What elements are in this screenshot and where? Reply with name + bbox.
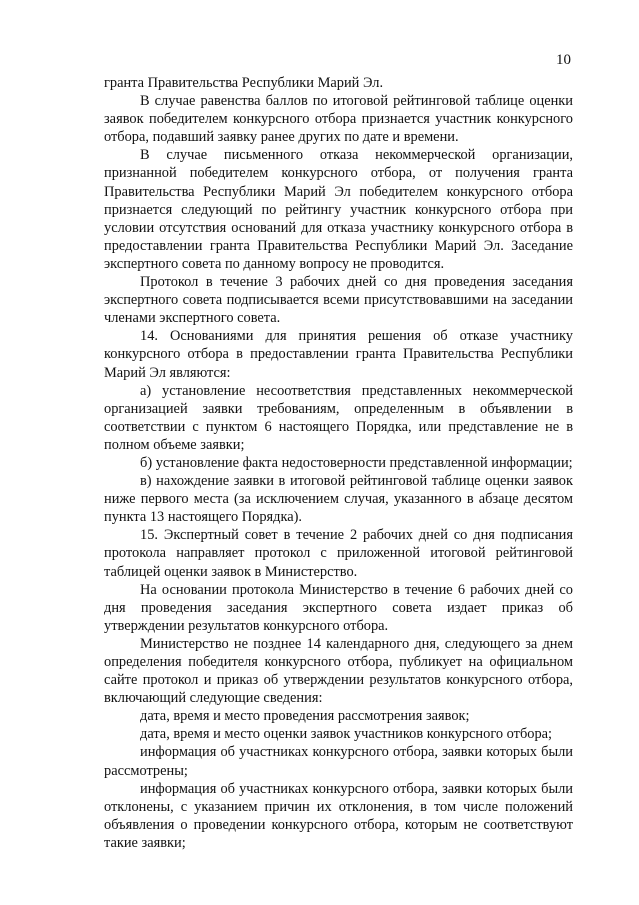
page-number: 10	[556, 52, 571, 68]
paragraph: В случае письменного отказа некоммерческой организации, признанной победителем конкурсного отбора, от получения гранта Правительства Республики Марий Эл победителем конкурсного отбора признается следующий по рейтингу участник конкурсного отбора при условии отсутствия оснований для отказа участнику конкурсного отбора в предоставлении гранта Правительства Республики Марий Эл. Заседание экспертного совета по данному вопросу не проводится.	[104, 147, 573, 272]
paragraph-subitem-a: а) установление несоответствия представленных некоммерческой организацией заявки требованиям, определенным в объявлении в соответствии с пунктом 6 настоящего Порядка, или представление не в полном объеме заявки;	[104, 382, 573, 453]
paragraph: На основании протокола Министерство в течение 6 рабочих дней со дня проведения заседания экспертного совета издает приказ об утверждении результатов конкурсного отбора.	[104, 581, 573, 634]
paragraph-continuation: гранта Правительства Республики Марий Эл.	[104, 75, 384, 91]
paragraph-item-15: 15. Экспертный совет в течение 2 рабочих дней со дня подписания протокола направляет протокол с приложенной итоговой рейтинговой таблицей оценки заявок в Министерство.	[104, 527, 573, 580]
paragraph: Министерство не позднее 14 календарного дня, следующего за днем определения победителя конкурсного отбора, публикует на официальном сайте протокол и приказ об утверждении результатов конкурсного отбора, включающий следующие сведения:	[104, 635, 573, 707]
paragraph-subitem-v: в) нахождение заявки в итоговой рейтинговой таблице оценки заявок ниже первого места (за исключением случая, указанного в абзаце десятом пункта 13 настоящего Порядка).	[104, 473, 573, 526]
list-item: информация об участниках конкурсного отбора, заявки которых были отклонены, с указанием причин их отклонения, в том числе положений объявления о проведении конкурсного отбора, которым не соответствуют такие заявки;	[104, 780, 573, 851]
list-item: информация об участниках конкурсного отбора, заявки которых были рассмотрены;	[104, 744, 573, 779]
list-item: дата, время и место оценки заявок участников конкурсного отбора;	[140, 726, 553, 743]
paragraph: В случае равенства баллов по итоговой рейтинговой таблице оценки заявок победителем конкурсного отбора признается участник конкурсного отбора, подавший заявку ранее других по дате и времени.	[104, 93, 573, 146]
list-item: дата, время и место проведения рассмотрения заявок;	[140, 708, 470, 725]
paragraph-subitem-b: б) установление факта недостоверности представленной информации;	[140, 454, 573, 471]
document-body	[104, 74, 573, 852]
paragraph: Протокол в течение 3 рабочих дней со дня проведения заседания экспертного совета подписывается всеми присутствовавшими на заседании членами экспертного совета.	[104, 274, 573, 327]
paragraph-item-14: 14. Основаниями для принятия решения об отказе участнику конкурсного отбора в предоставлении гранта Правительства Республики Марий Эл являются:	[104, 328, 573, 381]
